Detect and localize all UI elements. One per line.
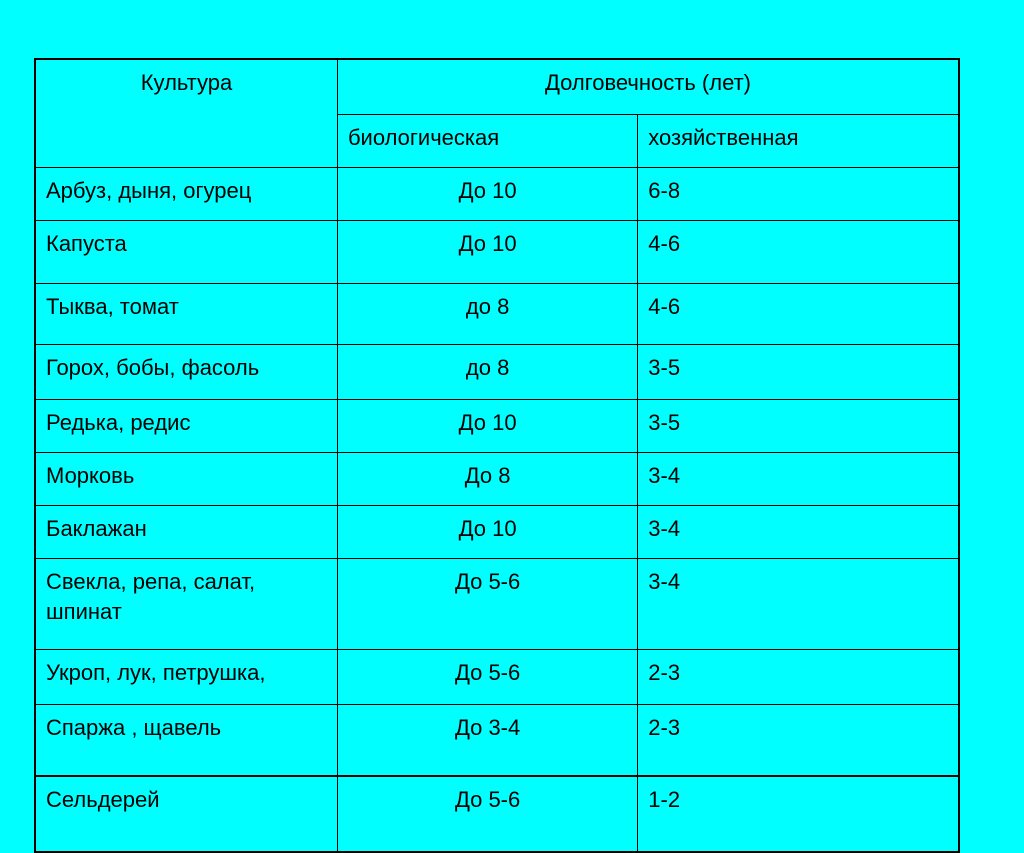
culture-cell: Свекла, репа, салат, шпинат: [35, 559, 337, 650]
economic-cell: 3-4: [638, 559, 959, 650]
biological-cell: До 8: [337, 453, 637, 506]
biological-cell: До 5-6: [337, 776, 637, 852]
culture-cell: Арбуз, дыня, огурец: [35, 168, 337, 221]
economic-cell: 4-6: [638, 284, 959, 345]
biological-cell: До 10: [337, 400, 637, 453]
culture-cell: Капуста: [35, 221, 337, 284]
header-biological: биологическая: [337, 115, 637, 168]
culture-cell: Морковь: [35, 453, 337, 506]
economic-cell: 3-4: [638, 506, 959, 559]
biological-cell: До 10: [337, 506, 637, 559]
culture-cell: Горох, бобы, фасоль: [35, 345, 337, 400]
biological-cell: До 10: [337, 168, 637, 221]
table-row: [35, 168, 959, 221]
biological-cell: До 5-6: [337, 559, 637, 650]
culture-cell: Редька, редис: [35, 400, 337, 453]
table-row: [35, 453, 959, 506]
longevity-table: [34, 58, 960, 853]
table-body: [35, 168, 959, 853]
culture-cell: Укроп, лук, петрушка,: [35, 650, 337, 705]
biological-cell: До 3-4: [337, 705, 637, 777]
biological-cell: До 5-6: [337, 650, 637, 705]
economic-cell: 2-3: [638, 705, 959, 777]
biological-cell: До 10: [337, 221, 637, 284]
economic-cell: 2-3: [638, 650, 959, 705]
header-longevity: Долговечность (лет): [337, 59, 959, 115]
biological-cell: до 8: [337, 345, 637, 400]
header-culture: Культура: [35, 59, 337, 168]
header-economic: хозяйственная: [638, 115, 959, 168]
economic-cell: 3-5: [638, 345, 959, 400]
table-row: [35, 284, 959, 345]
economic-cell: 3-4: [638, 453, 959, 506]
table-row: [35, 559, 959, 650]
table-row: [35, 705, 959, 777]
table-row: [35, 345, 959, 400]
culture-cell: Спаржа , щавель: [35, 705, 337, 777]
table-row: [35, 506, 959, 559]
table-row: [35, 776, 959, 852]
economic-cell: 3-5: [638, 400, 959, 453]
biological-cell: до 8: [337, 284, 637, 345]
culture-cell: Сельдерей: [35, 776, 337, 852]
economic-cell: 1-2: [638, 776, 959, 852]
culture-cell: Тыква, томат: [35, 284, 337, 345]
economic-cell: 4-6: [638, 221, 959, 284]
table-row: [35, 650, 959, 705]
header-row-1: [35, 59, 959, 115]
culture-cell: Баклажан: [35, 506, 337, 559]
table-row: [35, 400, 959, 453]
table-row: [35, 221, 959, 284]
economic-cell: 6-8: [638, 168, 959, 221]
